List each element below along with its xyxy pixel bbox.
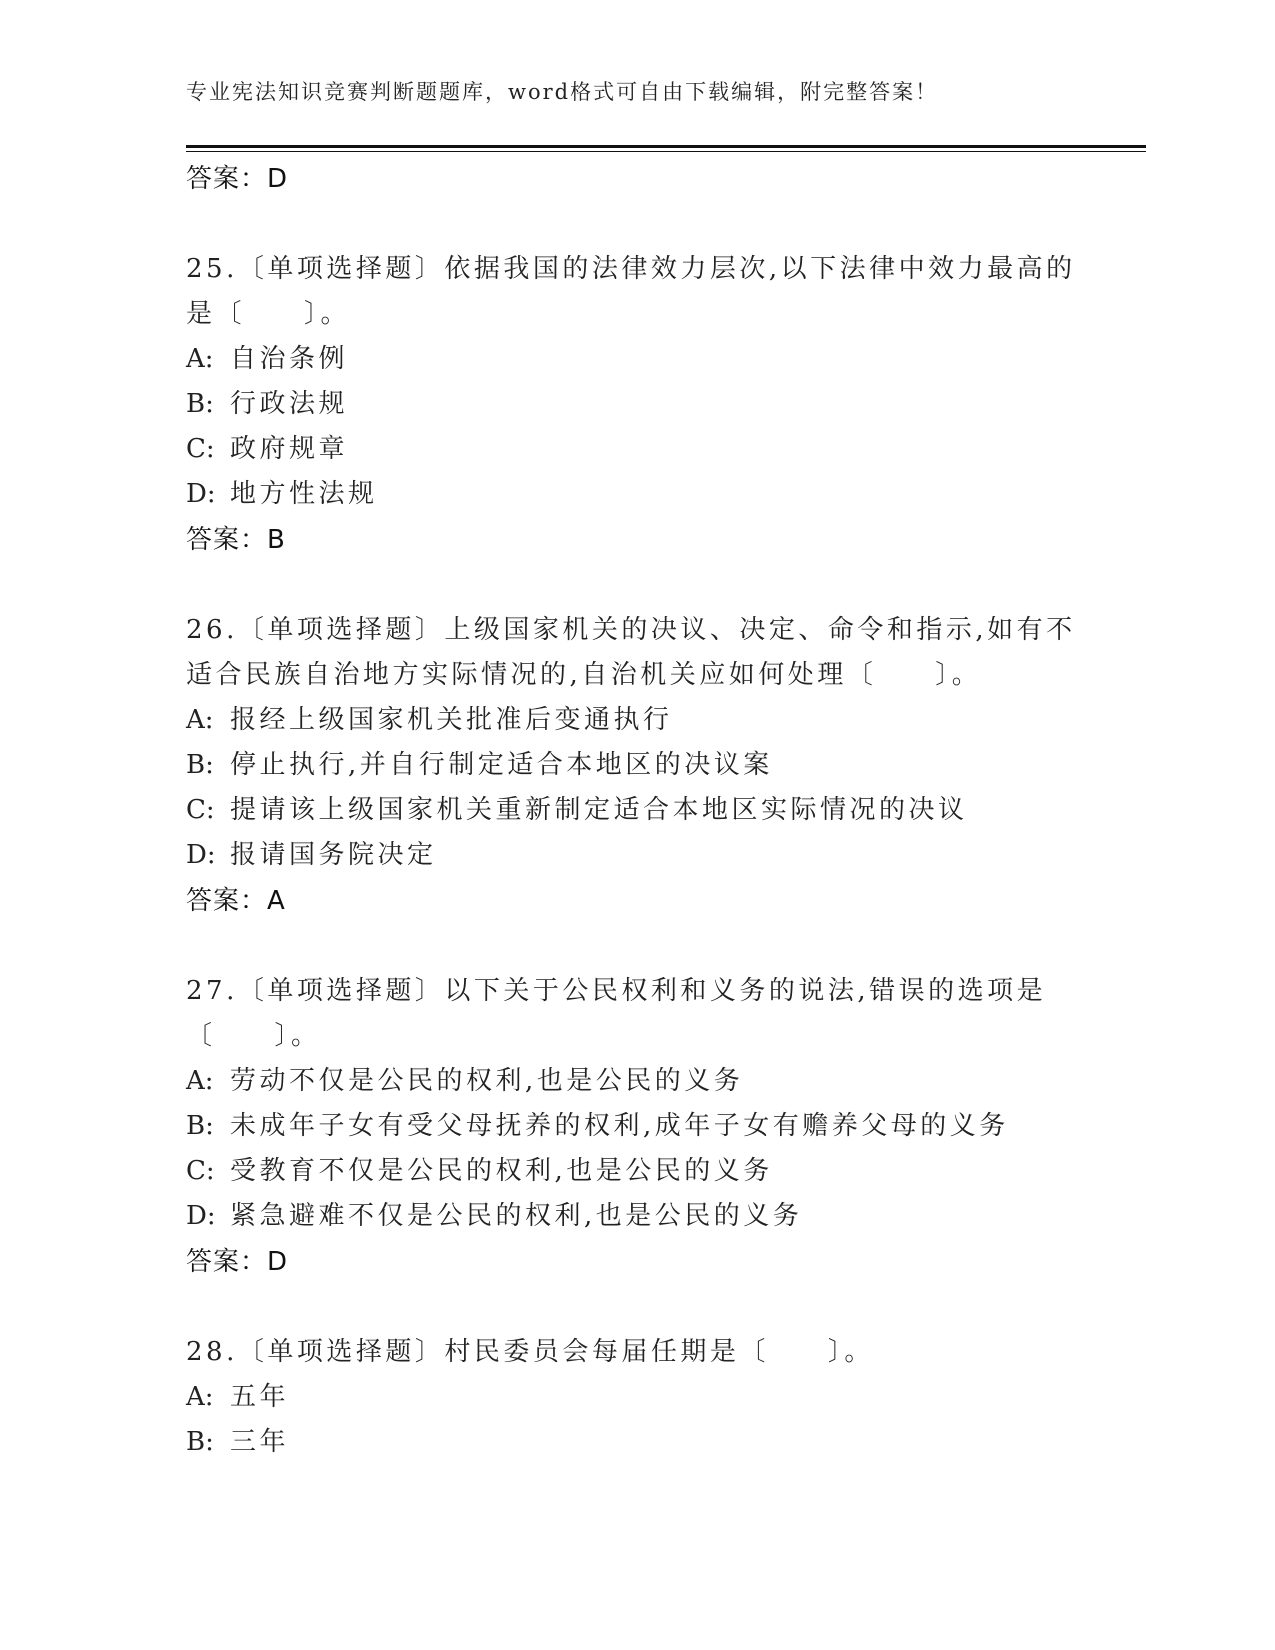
option-text: 紧急避难不仅是公民的权利,也是公民的义务 <box>230 1201 803 1231</box>
option-letter: C: <box>186 795 215 825</box>
question-27 <box>186 969 1086 1285</box>
question-26 <box>186 608 1086 924</box>
option-c <box>186 788 1086 833</box>
option-text: 报请国务院决定 <box>230 840 437 870</box>
option-a <box>186 337 1086 382</box>
option-text: 地方性法规 <box>230 479 378 509</box>
header-rule-thin <box>186 151 1146 152</box>
option-c <box>186 427 1086 472</box>
option-text: 停止执行,并自行制定适合本地区的决议案 <box>230 750 773 780</box>
question-text: 27.〔单项选择题〕以下关于公民权利和义务的说法,错误的选项是〔 〕。 <box>186 976 1047 1051</box>
option-b <box>186 1104 1086 1149</box>
option-letter: B: <box>186 1427 214 1457</box>
option-letter: A: <box>186 1382 214 1412</box>
option-d <box>186 472 1086 517</box>
question-text: 25.〔单项选择题〕依据我国的法律效力层次,以下法律中效力最高的是〔 〕。 <box>186 254 1076 329</box>
option-letter: C: <box>186 434 215 464</box>
question-text: 26.〔单项选择题〕上级国家机关的决议、决定、命令和指示,如有不适合民族自治地方实际情况的,自治机关应如何处理〔 〕。 <box>186 615 1076 690</box>
question-text: 28.〔单项选择题〕村民委员会每届任期是〔 〕。 <box>186 1337 874 1367</box>
option-letter: B: <box>186 750 214 780</box>
option-letter: B: <box>186 389 214 419</box>
question-list <box>186 156 1086 1465</box>
option-letter: D: <box>186 840 216 870</box>
option-text: 政府规章 <box>230 434 349 464</box>
option-text: 未成年子女有受父母抚养的权利,成年子女有赡养父母的义务 <box>230 1111 1009 1141</box>
option-b <box>186 743 1086 788</box>
option-text: 报经上级国家机关批准后变通执行 <box>230 705 673 735</box>
option-letter: C: <box>186 1156 215 1186</box>
option-letter: D: <box>186 479 216 509</box>
question-28 <box>186 1330 1086 1465</box>
option-a <box>186 1059 1086 1104</box>
option-letter: A: <box>186 705 214 735</box>
option-b <box>186 1420 1086 1465</box>
page-header: 专业宪法知识竞赛判断题题库，word格式可自由下载编辑，附完整答案！ <box>186 80 939 104</box>
option-text: 受教育不仅是公民的权利,也是公民的义务 <box>230 1156 773 1186</box>
option-text: 劳动不仅是公民的权利,也是公民的义务 <box>230 1066 744 1096</box>
option-d <box>186 1194 1086 1239</box>
option-a <box>186 698 1086 743</box>
option-c <box>186 1149 1086 1194</box>
option-letter: A: <box>186 344 214 374</box>
option-b <box>186 382 1086 427</box>
answer-line: 答案：B <box>186 525 286 555</box>
option-letter: D: <box>186 1201 216 1231</box>
header-rule-thick <box>186 145 1146 148</box>
answer-line: 答案：D <box>186 164 289 194</box>
option-letter: A: <box>186 1066 214 1096</box>
question-25 <box>186 247 1086 563</box>
option-text: 五年 <box>230 1382 290 1412</box>
answer-line: 答案：D <box>186 1247 289 1277</box>
option-text: 三年 <box>230 1427 290 1457</box>
option-d <box>186 833 1086 878</box>
option-a <box>186 1375 1086 1420</box>
answer-line: 答案：A <box>186 886 286 916</box>
option-text: 行政法规 <box>230 389 349 419</box>
option-text: 自治条例 <box>230 344 349 374</box>
option-text: 提请该上级国家机关重新制定适合本地区实际情况的决议 <box>230 795 968 825</box>
option-letter: B: <box>186 1111 214 1141</box>
